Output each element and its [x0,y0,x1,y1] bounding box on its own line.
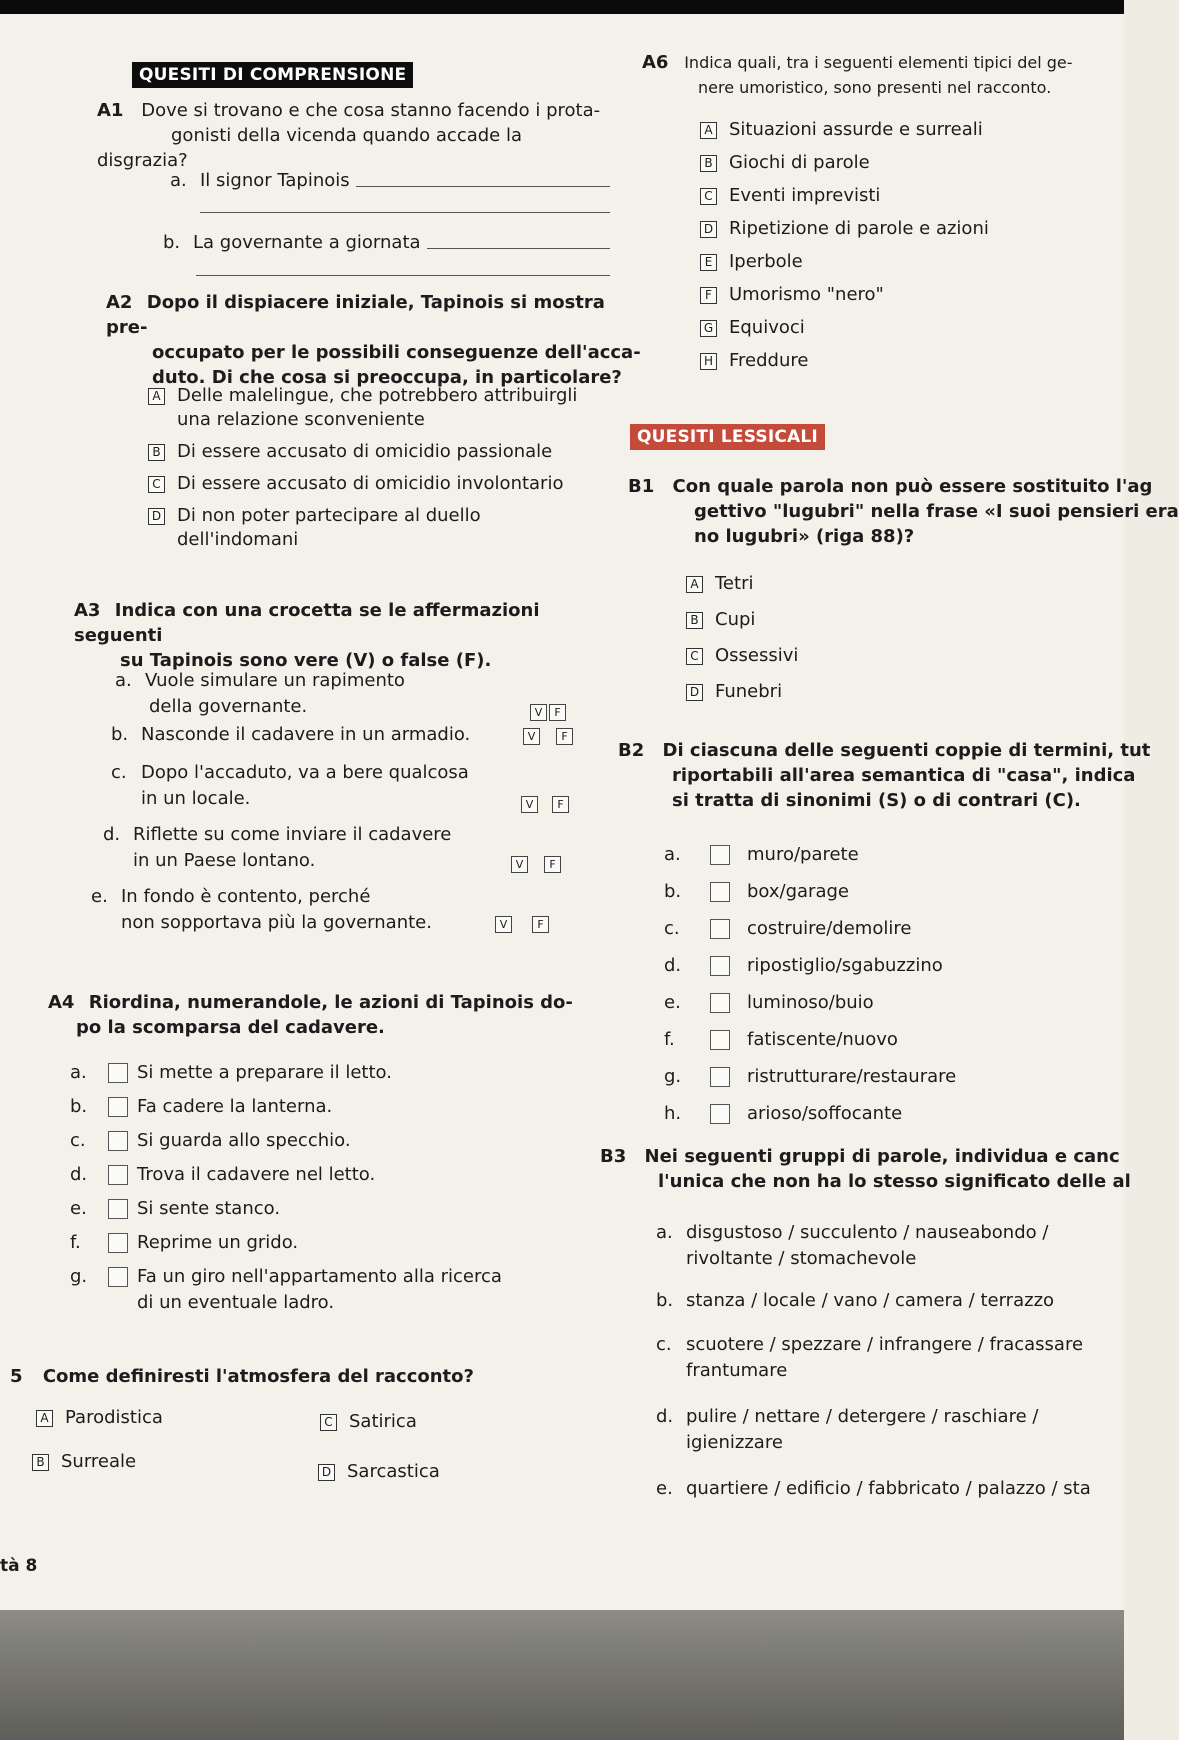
number-box[interactable] [108,1097,128,1117]
answer-line[interactable] [427,230,610,249]
question-text-2: gonisti della vicenda quando accade la disgrazia? [97,125,523,171]
order-item: b. Fa cadere la lanterna. [70,1096,333,1117]
question-a1 [97,98,617,173]
number-box[interactable] [108,1199,128,1219]
page-top-strip [0,0,1124,14]
option-g[interactable]: G Equivoci [700,316,1100,349]
pair-item: g. ristrutturare/restaurare [664,1066,957,1087]
order-item: f. Reprime un grido. [70,1232,299,1253]
vf-item: d. Riflette su come inviare il cadavere in un Paese lontano. V F [103,822,585,884]
section-title-comprensione: QUESITI DI COMPRENSIONE [132,62,413,88]
option-d[interactable]: D Di non poter partecipare al duello dell'indomani [148,504,628,552]
option-a[interactable]: A Situazioni assurde e surreali [700,118,1100,151]
option-b[interactable]: B Di essere accusato di omicidio passionale [148,440,628,464]
pair-item: c. costruire/demolire [664,918,912,939]
number-box[interactable] [108,1165,128,1185]
question-a4: A4 Riordina, numerandole, le azioni di Tapinois do- po la scomparsa del cadavere. [48,992,573,1038]
option-d[interactable]: D Ripetizione di parole e azioni [700,217,1100,250]
answer-item: a. Il signor Tapinois [170,168,610,194]
option-a[interactable]: A Tetri [686,572,986,608]
word-group[interactable]: c. scuotere / spezzare / infrangere / fracassare frantumare [656,1334,1084,1381]
number-box[interactable] [108,1267,128,1287]
v-checkbox[interactable]: V [521,796,538,813]
answer-item: b. La governante a giornata [163,230,610,256]
a6-options [700,118,1100,382]
vf-item: b. Nasconde il cadavere in un armadio. V F [111,722,585,760]
number-box[interactable] [108,1131,128,1151]
question-a2: A2 Dopo il dispiacere iniziale, Tapinois si mostra pre- occupato per le possibili conseguenze dell'acca- duto. Di che cosa si preoccupa, in particolare? [106,292,641,388]
order-item: e. Si sente stanco. [70,1198,281,1219]
option-d[interactable]: D Sarcastica [318,1460,440,1484]
b3-items [656,1220,1124,1516]
pair-item: f. fatiscente/nuovo [664,1029,898,1050]
s-c-box[interactable] [710,993,730,1013]
pair-item: a. muro/parete [664,844,859,865]
option-d[interactable]: D Funebri [686,680,986,716]
pair-item: d. ripostiglio/sgabuzzino [664,955,943,976]
question-b3: B3 Nei seguenti gruppi di parole, individua e canc l'unica che non ha lo stesso significato delle al [600,1146,1131,1192]
question-number: A2 [106,292,133,313]
question-number: A4 [48,992,75,1013]
order-item: c. Si guarda allo specchio. [70,1130,351,1151]
order-item: d. Trova il cadavere nel letto. [70,1164,376,1185]
vf-boxes [530,704,566,721]
vf-item: a. Vuole simulare un rapimento della governante. V F [115,668,585,722]
v-checkbox[interactable]: V [511,856,528,873]
s-c-box[interactable] [710,1104,730,1124]
question-number: B1 [628,476,655,497]
v-checkbox[interactable]: V [495,916,512,933]
question-b1: B1 Con quale parola non può essere sostituito l'ag gettivo "lugubri" nella frase «I suoi pensieri era no lugubri» (riga 88)? [628,476,1179,547]
f-checkbox[interactable]: F [549,704,566,721]
option-c[interactable]: C Di essere accusato di omicidio involontario [148,472,628,496]
question-number: B2 [618,740,645,761]
vf-boxes [511,856,561,873]
option-a[interactable]: A Delle malelingue, che potrebbero attribuirgli una relazione sconveniente [148,384,628,432]
f-checkbox[interactable]: F [556,728,573,745]
question-a5: 5 Come definiresti l'atmosfera del racconto? [10,1366,474,1387]
f-checkbox[interactable]: F [544,856,561,873]
option-a[interactable]: A Parodistica [36,1406,163,1430]
question-number: 5 [10,1366,23,1387]
question-text: Dove si trovano e che cosa stanno facendo i prota- [141,100,601,121]
pair-item: b. box/garage [664,881,849,902]
s-c-box[interactable] [710,882,730,902]
f-checkbox[interactable]: F [532,916,549,933]
option-c[interactable]: C Satirica [320,1410,417,1434]
option-c[interactable]: C Ossessivi [686,644,986,680]
vf-boxes [521,796,569,813]
pair-item: e. luminoso/buio [664,992,874,1013]
question-b2: B2 Di ciascuna delle seguenti coppie di termini, tut riportabili all'area semantica di "casa", indica si tratta di sinonimi (S) o di contrari (C). [618,740,1151,811]
vf-boxes [495,916,549,933]
word-group[interactable]: a. disgustoso / succulento / nauseabondo / rivoltante / stomachevole [656,1222,1049,1269]
s-c-box[interactable] [710,845,730,865]
a2-options [148,384,628,552]
word-group[interactable]: e. quartiere / edificio / fabbricato / palazzo / sta [656,1478,1091,1499]
option-b[interactable]: B Cupi [686,608,986,644]
answer-line[interactable] [356,168,610,187]
background-below-page [0,1610,1124,1740]
question-number: B3 [600,1146,627,1167]
option-f[interactable]: F Umorismo "nero" [700,283,1100,316]
question-number: A6 [642,52,669,73]
a3-items [91,668,585,944]
s-c-box[interactable] [710,1030,730,1050]
s-c-box[interactable] [710,919,730,939]
vf-item: e. In fondo è contento, perché non sopportava più la governante. V F [91,884,585,944]
word-group[interactable]: b. stanza / locale / vano / camera / terrazzo [656,1290,1055,1311]
pair-item: h. arioso/soffocante [664,1103,903,1124]
b1-options [686,572,986,716]
b2-items [664,842,1004,1138]
v-checkbox[interactable]: V [523,728,540,745]
number-box[interactable] [108,1233,128,1253]
option-b[interactable]: B Surreale [32,1450,136,1474]
answer-line[interactable] [200,212,610,213]
a4-items [70,1060,590,1324]
vf-item: c. Dopo l'accaduto, va a bere qualcosa in un locale. V F [111,760,585,822]
s-c-box[interactable] [710,1067,730,1087]
question-number: A3 [74,600,101,621]
vf-boxes [523,728,573,745]
question-a6: A6 Indica quali, tra i seguenti elementi tipici del ge- nere umoristico, sono presenti nel racconto. [642,52,1073,97]
s-c-box[interactable] [710,956,730,976]
section-title-lessicali: QUESITI LESSICALI [630,424,825,450]
order-item: a. Si mette a preparare il letto. [70,1062,392,1083]
answer-line[interactable] [196,275,610,276]
page-footer: tà 8 [0,1556,38,1576]
order-item: g. Fa un giro nell'appartamento alla ricerca di un eventuale ladro. [70,1266,502,1313]
option-b[interactable]: B Giochi di parole [700,151,1100,184]
v-checkbox[interactable]: V [530,704,547,721]
f-checkbox[interactable]: F [552,796,569,813]
word-group[interactable]: d. pulire / nettare / detergere / raschiare / igienizzare [656,1406,1039,1453]
question-number: A1 [97,100,124,121]
option-e[interactable]: E Iperbole [700,250,1100,283]
number-box[interactable] [108,1063,128,1083]
option-h[interactable]: H Freddure [700,349,1100,382]
option-c[interactable]: C Eventi imprevisti [700,184,1100,217]
question-a3: A3 Indica con una crocetta se le affermazioni seguenti su Tapinois sono vere (V) o false (F). [74,600,540,671]
